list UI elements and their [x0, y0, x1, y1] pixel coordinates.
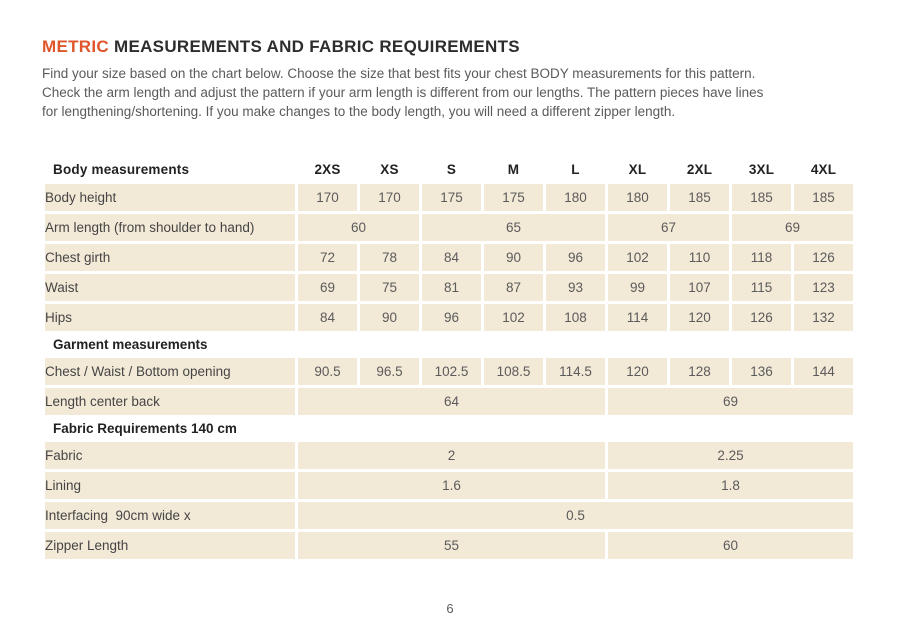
table-row: [45, 502, 853, 529]
value-cell: 180: [546, 184, 605, 211]
value-cell: 115: [732, 274, 791, 301]
table-row: [45, 358, 853, 385]
table-row: [45, 532, 853, 559]
column-header-body-measurements: Body measurements: [53, 161, 190, 177]
row-label: Fabric: [45, 442, 295, 469]
measurements-table: [42, 154, 856, 562]
page-title-rest: MEASUREMENTS AND FABRIC REQUIREMENTS: [114, 37, 520, 56]
table-header-row: [45, 157, 853, 181]
value-cell: 185: [794, 184, 853, 211]
page-title-accent: METRIC: [42, 37, 109, 56]
row-label: Length center back: [45, 388, 295, 415]
value-cell: 75: [360, 274, 419, 301]
value-cell: 144: [794, 358, 853, 385]
value-cell: 72: [298, 244, 357, 271]
value-cell: 96: [422, 304, 481, 331]
merged-value-cell: 67: [608, 214, 729, 241]
value-cell: 84: [298, 304, 357, 331]
intro-line: Find your size based on the chart below. Choose the size that best fits your chest BODY measurements for this pattern.: [42, 66, 756, 81]
value-cell: 126: [732, 304, 791, 331]
size-column-header: 3XL: [748, 161, 775, 177]
value-cell: 136: [732, 358, 791, 385]
size-column-header: 4XL: [810, 161, 837, 177]
section-header-label: Garment measurements: [53, 337, 208, 352]
value-cell: 120: [670, 304, 729, 331]
row-label: Arm length (from shoulder to hand): [45, 214, 295, 241]
merged-value-cell: 55: [298, 532, 605, 559]
value-cell: 107: [670, 274, 729, 301]
row-label: Lining: [45, 472, 295, 499]
table-row: [45, 214, 853, 241]
value-cell: 108.5: [484, 358, 543, 385]
size-column-header: 2XL: [686, 161, 713, 177]
page-number: 6: [446, 601, 454, 616]
value-cell: 175: [422, 184, 481, 211]
value-cell: 69: [298, 274, 357, 301]
size-column-header: 2XS: [314, 161, 341, 177]
row-label: Body height: [45, 184, 295, 211]
value-cell: 81: [422, 274, 481, 301]
size-column-header: XL: [628, 161, 647, 177]
value-cell: 128: [670, 358, 729, 385]
merged-value-cell: 60: [608, 532, 853, 559]
value-cell: 110: [670, 244, 729, 271]
merged-value-cell: 0.5: [298, 502, 853, 529]
value-cell: 102: [484, 304, 543, 331]
value-cell: 185: [732, 184, 791, 211]
size-column-header: XS: [380, 161, 399, 177]
table-row: [45, 442, 853, 469]
intro-line: for lengthening/shortening. If you make changes to the body length, you will need a different zipper length.: [42, 104, 676, 119]
size-column-header: S: [446, 161, 457, 177]
table-row: [45, 184, 853, 211]
value-cell: 99: [608, 274, 667, 301]
section-header-label: Fabric Requirements 140 cm: [53, 421, 237, 436]
section-header-row: [45, 334, 853, 355]
value-cell: 90: [484, 244, 543, 271]
measurements-table-body: [45, 157, 853, 559]
merged-value-cell: 64: [298, 388, 605, 415]
value-cell: 170: [360, 184, 419, 211]
table-row: [45, 274, 853, 301]
value-cell: 123: [794, 274, 853, 301]
value-cell: 126: [794, 244, 853, 271]
value-cell: 180: [608, 184, 667, 211]
value-cell: 102.5: [422, 358, 481, 385]
table-row: [45, 244, 853, 271]
value-cell: 114: [608, 304, 667, 331]
value-cell: 78: [360, 244, 419, 271]
merged-value-cell: 60: [298, 214, 419, 241]
section-header-row: [45, 418, 853, 439]
merged-value-cell: 2.25: [608, 442, 853, 469]
value-cell: 84: [422, 244, 481, 271]
row-label: Chest girth: [45, 244, 295, 271]
size-column-header: M: [507, 161, 520, 177]
intro-line: Check the arm length and adjust the pattern if your arm length is different from our lengths. The pattern pieces have lines: [42, 85, 764, 100]
row-label: Interfacing 90cm wide x: [45, 502, 295, 529]
table-row: [45, 388, 853, 415]
value-cell: 90.5: [298, 358, 357, 385]
merged-value-cell: 1.6: [298, 472, 605, 499]
row-label: Hips: [45, 304, 295, 331]
value-cell: 96: [546, 244, 605, 271]
table-row: [45, 304, 853, 331]
row-label: Waist: [45, 274, 295, 301]
value-cell: 96.5: [360, 358, 419, 385]
merged-value-cell: 69: [732, 214, 853, 241]
row-label: Chest / Waist / Bottom opening: [45, 358, 295, 385]
value-cell: 108: [546, 304, 605, 331]
value-cell: 90: [360, 304, 419, 331]
value-cell: 87: [484, 274, 543, 301]
intro-paragraph: [42, 64, 858, 121]
value-cell: 175: [484, 184, 543, 211]
value-cell: 102: [608, 244, 667, 271]
table-row: [45, 472, 853, 499]
value-cell: 185: [670, 184, 729, 211]
value-cell: 132: [794, 304, 853, 331]
value-cell: 170: [298, 184, 357, 211]
merged-value-cell: 2: [298, 442, 605, 469]
merged-value-cell: 69: [608, 388, 853, 415]
row-label: Zipper Length: [45, 532, 295, 559]
value-cell: 120: [608, 358, 667, 385]
page-title: [42, 36, 858, 57]
merged-value-cell: 65: [422, 214, 605, 241]
size-column-header: L: [571, 161, 580, 177]
value-cell: 118: [732, 244, 791, 271]
merged-value-cell: 1.8: [608, 472, 853, 499]
value-cell: 93: [546, 274, 605, 301]
value-cell: 114.5: [546, 358, 605, 385]
